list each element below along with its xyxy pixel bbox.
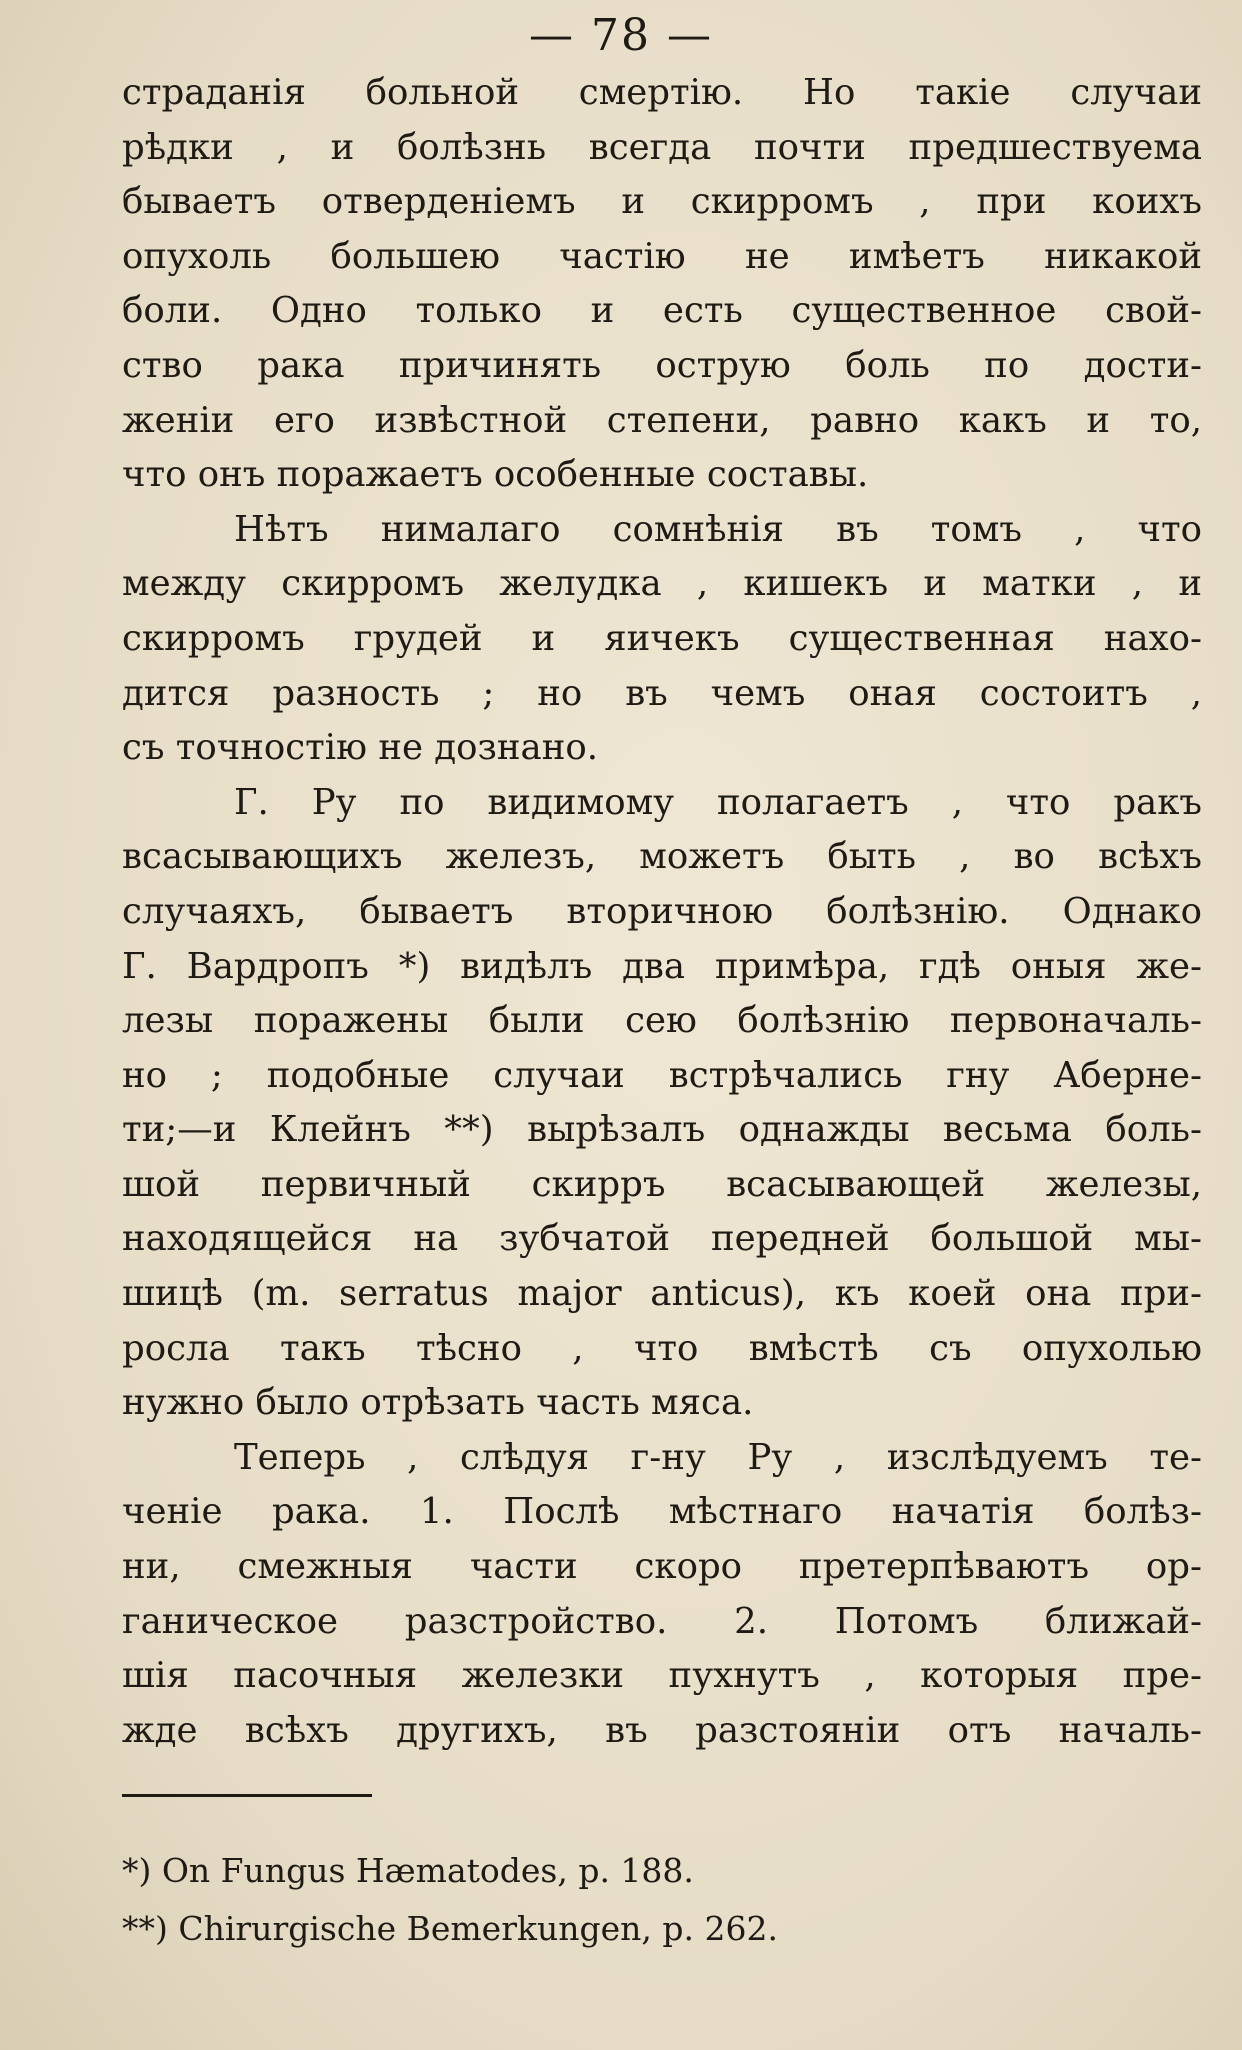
text-line: что онъ поражаетъ особенные составы. [122, 454, 869, 496]
text-line: шія пасочныя железки пухнутъ , которыя пре- [122, 1655, 1202, 1697]
text-line: женіи его извѣстной степени, равно какъ и то, [122, 399, 1202, 441]
text-line: жде всѣхъ другихъ, въ разстояніи отъ началь- [122, 1709, 1202, 1751]
text-line: ченіе рака. 1. Послѣ мѣстнаго начатія болѣз- [122, 1491, 1202, 1533]
footnote: *) On Fungus Hæmatodes, p. 188. [122, 1851, 694, 1890]
text-line: Г. Ру по видимому полагаетъ , что ракъ [234, 781, 1202, 823]
text-line: ти;—и Клейнъ **) вырѣзалъ однажды весьма боль- [122, 1109, 1202, 1151]
text-line: ство рака причинять острую боль по дости- [122, 344, 1202, 386]
text-line: Теперь , слѣдуя г-ну Ру , изслѣдуемъ те- [234, 1436, 1202, 1478]
text-line: бываетъ отверденіемъ и скирромъ , при коихъ [122, 181, 1202, 223]
text-line: всасывающихъ железъ, можетъ быть , во всѣхъ [122, 836, 1202, 878]
text-line: боли. Одно только и есть существенное свой- [122, 290, 1202, 332]
text-line: между скирромъ желудка , кишекъ и матки , и [122, 563, 1202, 605]
footnote-separator [122, 1794, 372, 1797]
text-line: лезы поражены были сею болѣзнію первоначаль- [122, 1000, 1202, 1042]
footnote: **) Chirurgische Bemerkungen, p. 262. [122, 1909, 778, 1948]
text-line: страданія больной смертію. Но такіе случаи [122, 72, 1202, 113]
text-line: находящейся на зубчатой передней большой мы- [122, 1218, 1202, 1260]
body-text [122, 66, 1202, 1758]
text-line: опухоль большею частію не имѣетъ никакой [122, 235, 1202, 277]
text-line: съ точностію не дознано. [122, 727, 599, 769]
text-line: случаяхъ, бываетъ вторичною болѣзнію. Однако [122, 890, 1202, 932]
footnotes [122, 1842, 1202, 1958]
page-number: — 78 — [529, 10, 713, 61]
text-line: скирромъ грудей и яичекъ существенная нахо- [122, 617, 1202, 659]
text-line: Нѣтъ нималаго сомнѣнія въ томъ , что [234, 508, 1202, 550]
text-line: но ; подобные случаи встрѣчались гну Аберне- [122, 1054, 1202, 1096]
text-line: ганическое разстройство. 2. Потомъ ближай- [122, 1600, 1202, 1642]
text-line: Г. Вардропъ *) видѣлъ два примѣра, гдѣ оныя же- [122, 945, 1202, 987]
text-line: шой первичный скирръ всасывающей железы, [122, 1163, 1202, 1205]
text-line: рѣдки , и болѣзнь всегда почти предшествуема [122, 126, 1202, 168]
text-line: нужно было отрѣзать часть мяса. [122, 1382, 754, 1424]
text-line: дится разность ; но въ чемъ оная состоитъ , [122, 672, 1202, 714]
text-line: росла такъ тѣсно , что вмѣстѣ съ опухолью [122, 1327, 1202, 1369]
text-line: шицѣ (m. serratus major anticus), къ коей она при- [122, 1273, 1202, 1315]
text-line: ни, смежныя части скоро претерпѣваютъ ор- [122, 1546, 1202, 1588]
